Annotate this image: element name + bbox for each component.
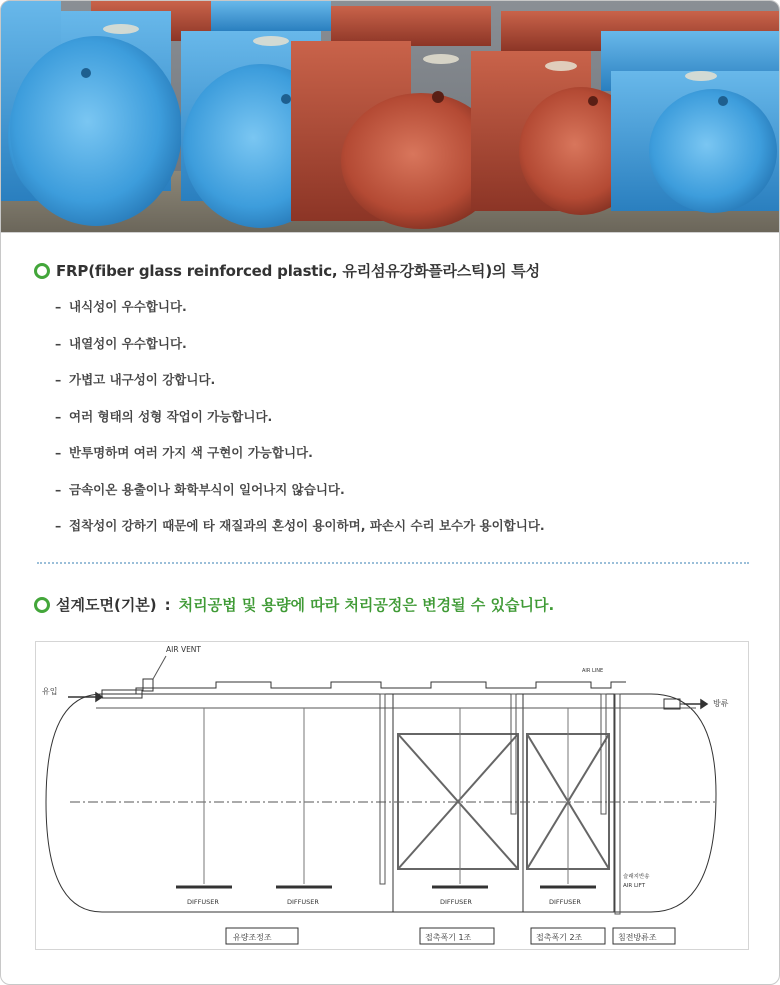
photo-divider — [1, 232, 779, 233]
zone-labels — [226, 928, 675, 944]
dotted-divider — [37, 562, 749, 564]
tank-schematic — [36, 642, 748, 949]
diffuser-label: DIFFUSER — [440, 898, 472, 906]
design-note: 처리공법 및 용량에 따라 처리공정은 변경될 수 있습니다. — [178, 596, 555, 614]
section-title: FRP(fiber glass reinforced plastic, 유리섬유강화플라스틱)의 특성 — [56, 262, 540, 280]
list-item: – 내식성이 우수합니다. — [55, 299, 187, 314]
outlet-label: 방류 — [713, 699, 729, 708]
zone-label: 접촉폭기 1조 — [425, 933, 472, 942]
list-item: – 내열성이 우수합니다. — [55, 335, 187, 351]
blue-tank-4 — [611, 71, 779, 213]
list-item: – 접착성이 강하기 때문에 타 재질과의 혼성이 용이하며, 파손시 수리 보수가 용이합니다. — [55, 518, 545, 533]
design-drawing — [35, 641, 749, 950]
title-separator: : — [164, 595, 171, 614]
list-item: – 금속이온 용출이나 화학부식이 일어나지 않습니다. — [55, 481, 345, 497]
list-item: – 반투명하며 여러 가지 색 구현이 가능합니다. — [55, 445, 313, 460]
section-heading-design — [34, 594, 554, 615]
zone-label: 접촉폭기 2조 — [536, 933, 583, 942]
section-heading-frp — [34, 260, 540, 281]
diffuser-label: DIFFUSER — [549, 898, 581, 906]
diffuser-label: DIFFUSER — [187, 898, 219, 906]
circle-bullet-icon — [34, 263, 50, 279]
feature-list — [55, 297, 545, 553]
circle-bullet-icon — [34, 597, 50, 613]
inlet-label: 유입 — [42, 687, 58, 696]
air-lift-label: AIR LIFT — [623, 883, 646, 889]
list-item: – 가볍고 내구성이 강합니다. — [55, 372, 216, 387]
section-title: 설계도면(기본) — [56, 596, 157, 614]
tank-top-steps — [136, 682, 626, 694]
diffuser-label: DIFFUSER — [287, 898, 319, 906]
list-item: – 여러 형태의 성형 작업이 가능합니다. — [55, 408, 273, 424]
zone-label: 유량조정조 — [233, 933, 272, 942]
air-vent-cap — [143, 679, 153, 691]
air-vent-label: AIR VENT — [166, 645, 201, 654]
frp-tanks-photo — [1, 1, 779, 232]
zone-label: 침전방류조 — [618, 933, 657, 942]
air-lift-kr-label: 슬래지반송 — [623, 874, 650, 880]
air-line-top-label: AIR LINE — [582, 668, 604, 674]
